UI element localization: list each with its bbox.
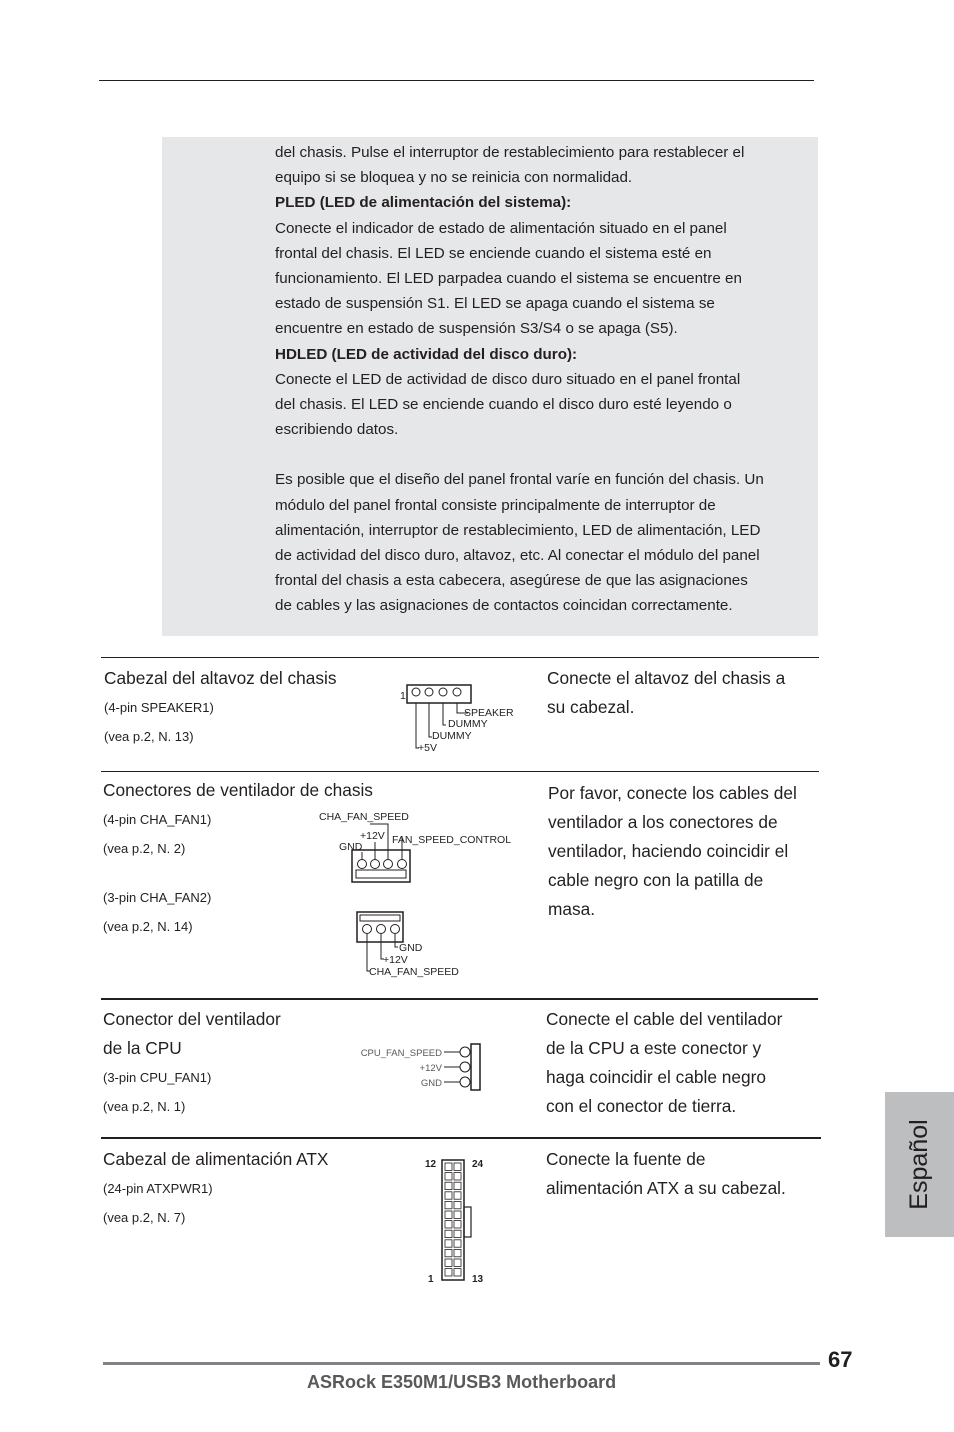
atx-description: [546, 1145, 786, 1203]
desc-line: ventilador, haciendo coincidir el: [548, 841, 789, 861]
language-tab: [885, 1092, 954, 1237]
desc-line: de la CPU a este conector y: [546, 1038, 762, 1058]
fan-speed-label: CHA_FAN_SPEED: [369, 966, 459, 978]
chafan-description: [548, 779, 797, 924]
note-line: de actividad del disco duro, altavoz, etc. Al conectar el módulo del panel: [275, 547, 760, 565]
cpufan-title: de la CPU: [103, 1038, 182, 1058]
speaker-pin-label: SPEAKER: [464, 707, 514, 719]
12v-label: +12V: [360, 830, 385, 842]
atx-pin: [454, 1192, 461, 1199]
atx-section: [103, 1145, 328, 1232]
atx-pin: [445, 1173, 452, 1180]
page-number: 67: [828, 1347, 853, 1372]
desc-line: cable negro con la patilla de: [548, 870, 764, 890]
gnd-label: GND: [420, 1078, 442, 1089]
note-line: encuentre en estado de suspensión S3/S4 o se apaga (S5).: [275, 320, 678, 338]
atx-pin: [454, 1221, 461, 1228]
note-line: de cables y las asignaciones de contactos coincidan correctamente.: [275, 597, 733, 615]
speaker-title: Cabezal del altavoz del chasis: [104, 668, 337, 688]
note-line: escribiendo datos.: [275, 421, 399, 439]
section-rule: [101, 1137, 821, 1139]
dummy-pin-label: DUMMY: [432, 730, 472, 742]
note-line: frontal del chasis. El LED se enciende cuando el sistema esté en: [275, 244, 712, 262]
atx-pin: [445, 1259, 452, 1266]
cpufan-description: [546, 1005, 782, 1121]
note-line: funcionamiento. El LED parpadea cuando el sistema se encuentre en: [275, 270, 742, 288]
section-rule: [101, 998, 818, 1000]
atx-pin: [454, 1211, 461, 1218]
gnd-label: GND: [399, 942, 423, 954]
desc-line: Conecte la fuente de: [546, 1149, 706, 1169]
chafan-ref2: (vea p.2, N. 14): [103, 919, 193, 934]
pin1-label: 1: [400, 690, 406, 702]
pin24-label: 24: [472, 1159, 484, 1170]
atx-title: Cabezal de alimentación ATX: [103, 1149, 329, 1169]
pin12-label: 12: [425, 1159, 437, 1170]
speaker-description: [547, 664, 785, 722]
section-rule: [101, 771, 819, 772]
note-line: del chasis. El LED se enciende cuando el disco duro esté leyendo o: [275, 396, 732, 414]
atx-pin: [454, 1173, 461, 1180]
top-rule: [99, 80, 814, 81]
pled-heading: PLED (LED de alimentación del sistema):: [275, 194, 572, 212]
atx-pin: [454, 1259, 461, 1266]
atx-pin: [445, 1163, 452, 1170]
chafan-pin2: (3-pin CHA_FAN2): [103, 890, 212, 905]
cpufan-section: [103, 1005, 281, 1121]
desc-line: Conecte el altavoz del chasis a: [547, 668, 786, 688]
cpufan-pin: (3-pin CPU_FAN1): [103, 1070, 212, 1085]
atx-pin: [454, 1230, 461, 1237]
cpufan-title: Conector del ventilador: [103, 1009, 281, 1029]
atx-pin: [445, 1182, 452, 1189]
note-line: frontal del chasis a esta cabecera, asegúrese de que las asignaciones: [275, 572, 748, 590]
atx-pin: [445, 1230, 452, 1237]
fan-speed-label: CHA_FAN_SPEED: [319, 811, 409, 823]
speaker-ref: (vea p.2, N. 13): [104, 729, 194, 744]
atx-pin: (24-pin ATXPWR1): [103, 1181, 213, 1196]
fan-speed-control-label: FAN_SPEED_CONTROL: [392, 834, 512, 846]
speaker-header-diagram: [398, 680, 518, 755]
cpu-fan-speed-label: CPU_FAN_SPEED: [360, 1048, 442, 1059]
note-line: Conecte el LED de actividad de disco duro situado en el panel frontal: [275, 370, 741, 388]
5v-pin-label: +5V: [418, 742, 437, 754]
atx-pin: [454, 1269, 461, 1276]
atx-pin: [454, 1182, 461, 1189]
note-line: estado de suspensión S1. El LED se apaga cuando el sistema se: [275, 295, 715, 313]
pin13-label: 13: [472, 1274, 484, 1285]
pin1-label: 1: [428, 1274, 434, 1285]
desc-line: haga coincidir el cable negro: [546, 1067, 766, 1087]
atx-pin: [445, 1201, 452, 1208]
atx-pin: [445, 1211, 452, 1218]
note-line: del chasis. Pulse el interruptor de restablecimiento para restablecer el: [275, 144, 745, 161]
footer-title: ASRock E350M1/USB3 Motherboard: [307, 1372, 617, 1392]
dummy-pin-label: DUMMY: [448, 718, 488, 730]
atx-pin: [445, 1240, 452, 1247]
12v-label: +12V: [419, 1063, 442, 1074]
chafan-pin1: (4-pin CHA_FAN1): [103, 812, 212, 827]
speaker-section: [104, 664, 336, 751]
cpufan-ref: (vea p.2, N. 1): [103, 1099, 186, 1114]
note-line: alimentación, interruptor de restablecimiento, LED de alimentación, LED: [275, 521, 761, 539]
atx-pin: [445, 1269, 452, 1276]
desc-line: Por favor, conecte los cables del: [548, 783, 797, 803]
desc-line: su cabezal.: [547, 697, 635, 717]
section-rule: [101, 657, 819, 658]
hdled-heading: HDLED (LED de actividad del disco duro):: [275, 345, 578, 363]
gnd-label: GND: [339, 841, 363, 853]
12v-label: +12V: [383, 954, 408, 966]
note-line: Es posible que el diseño del panel frontal varíe en función del chasis. Un: [275, 471, 764, 489]
atx-ref: (vea p.2, N. 7): [103, 1210, 186, 1225]
atx-pin: [445, 1249, 452, 1256]
desc-line: ventilador a los conectores de: [548, 812, 778, 832]
cha-fan1-diagram: [318, 806, 523, 886]
cpu-fan-diagram: [350, 1040, 490, 1095]
atx-connector-diagram: [420, 1155, 490, 1287]
atx-pin: [454, 1240, 461, 1247]
footer-rule: [103, 1362, 820, 1365]
atx-pin: [454, 1201, 461, 1208]
cha-fan2-diagram: [352, 908, 467, 980]
atx-pin: [454, 1249, 461, 1256]
atx-pin: [445, 1192, 452, 1199]
desc-line: con el conector de tierra.: [546, 1096, 737, 1116]
desc-line: alimentación ATX a su cabezal.: [546, 1178, 786, 1198]
note-line: módulo del panel frontal consiste principalmente de interruptor de: [275, 496, 716, 514]
desc-line: masa.: [548, 899, 596, 919]
atx-pin-grid: [445, 1163, 461, 1276]
chafan-ref1: (vea p.2, N. 2): [103, 841, 186, 856]
atx-pin: [454, 1163, 461, 1170]
note-line: Conecte el indicador de estado de alimentación situado en el panel: [275, 219, 727, 237]
note-box-text: [275, 140, 815, 619]
note-line: equipo si se bloquea y no se reinicia con normalidad.: [275, 169, 633, 187]
atx-pin: [445, 1221, 452, 1228]
speaker-pin: (4-pin SPEAKER1): [104, 700, 214, 715]
chafan-title: Conectores de ventilador de chasis: [103, 780, 373, 800]
desc-line: Conecte el cable del ventilador: [546, 1009, 783, 1029]
language-tab-label: Español: [905, 1119, 933, 1210]
